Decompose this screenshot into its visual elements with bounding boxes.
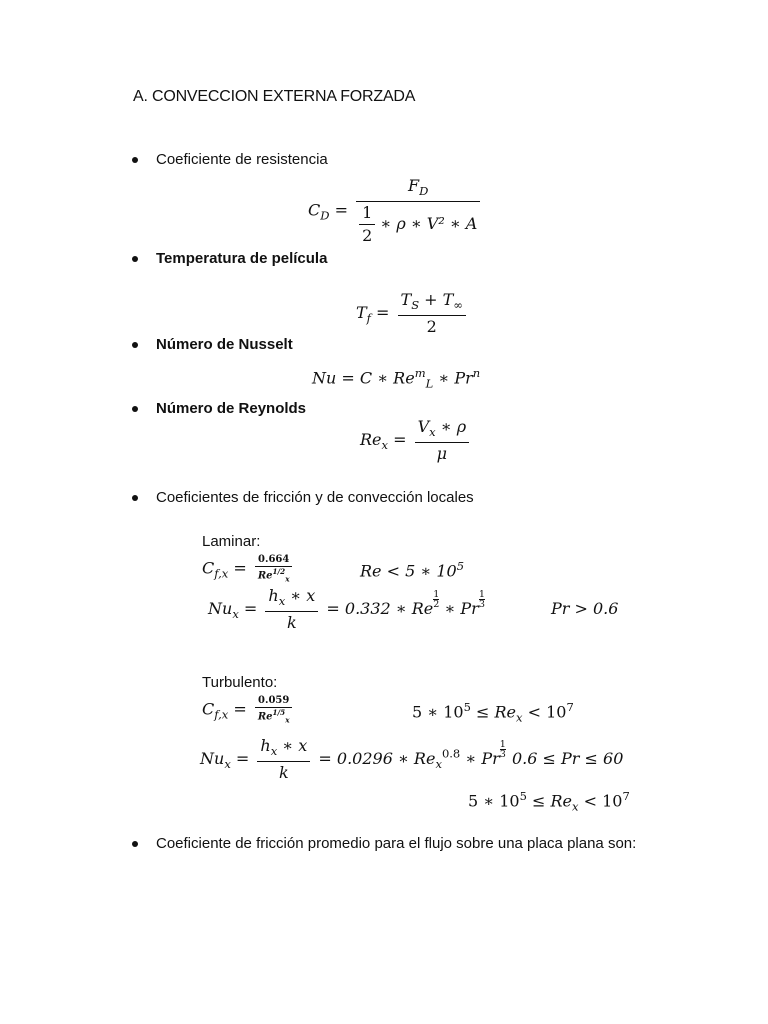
bullet-dot-icon [132,841,138,847]
laminar-nu-fraction: $\frac{h_x ∗ x}{k}$ [265,588,318,631]
bullet-dot-icon [132,256,138,262]
film-fraction: $\frac{T_S + T_\infty}{2}$ [398,292,466,335]
equation-turbulent-cf: $C_{f,x}$ = $\frac{0.059}{Re^{1/5}_x}$ [202,696,295,724]
equation-turbulent-pr: 0.6 ≤ Pr ≤ 60 [512,749,624,768]
turbulent-nu-fraction: $\frac{h_x ∗ x}{k}$ [257,738,310,781]
equation-reynolds: $Re_x$ = $\frac{V_x ∗ \rho}{\mu}$ [360,419,472,462]
laminar-cf-fraction: $\frac{0.664}{Re^{1/2}_x}$ [255,555,293,583]
equation-laminar-cf: $C_{f,x}$ = $\frac{0.664}{Re^{1/2}_x}$ [202,555,295,583]
turbulent-label: Turbulento: [202,674,278,691]
equation-turbulent-nu: $Nu_x$ = $\frac{h_x ∗ x}{k}$ = 0.0296 ∗ $Re_x^{0.8}$ ∗ Pr $\frac{1}{3}$ [200,736,506,782]
equation-film-temperature: $T_f$ = $\frac{T_S + T_\infty}{2}$ [356,292,469,335]
drag-fraction: $F_D$ $\frac{1}{2}$ ∗ ρ ∗ V² ∗ A [356,178,480,244]
bullet-dot-icon [132,495,138,501]
equation-nusselt: Nu = C ∗ $Re^m_L$ ∗ Pr$^n$ [312,366,481,391]
bullet-dot-icon [132,342,138,348]
bullet-text: Temperatura de película [156,250,328,267]
bullet-dot-icon [132,406,138,412]
reynolds-fraction: $\frac{V_x ∗ \rho}{\mu}$ [415,419,470,462]
turbulent-cf-fraction: $\frac{0.059}{Re^{1/5}_x}$ [255,696,293,724]
section-heading: A. CONVECCION EXTERNA FORZADA [133,88,416,105]
bullet-text: Coeficiente de resistencia [156,151,328,168]
equation-laminar-pr: Pr > 0.6 [551,599,619,618]
bullet-text: Coeficientes de fricción y de convección locales [156,489,474,506]
bullet-dot-icon [132,157,138,163]
bullet-text: Número de Nusselt [156,336,293,353]
equation-turbulent-condition: 5 ∗ $10^5 \le Re_x < 10^7$ [412,700,574,725]
bullet-text: Número de Reynolds [156,400,307,417]
bullet-average-friction [132,833,692,883]
laminar-label: Laminar: [202,533,261,550]
equation-laminar-nu: $Nu_x$ = $\frac{h_x ∗ x}{k}$ = 0.332 ∗ Re $\frac{1}{2}$ ∗ Pr $\frac{1}{3}$ [208,586,485,632]
equation-drag-coefficient: $C_D$ = $F_D$ $\frac{1}{2}$ ∗ ρ ∗ V² ∗ A [308,178,483,244]
equation-turbulent-condition-2: 5 ∗ $10^5 \le Re_x < 10^7$ [468,789,630,814]
equation-laminar-condition: Re < 5 ∗ $10^5$ [360,559,465,581]
bullet-text: Coeficiente de fricción promedio para el flujo sobre una placa plana son: [156,835,637,852]
